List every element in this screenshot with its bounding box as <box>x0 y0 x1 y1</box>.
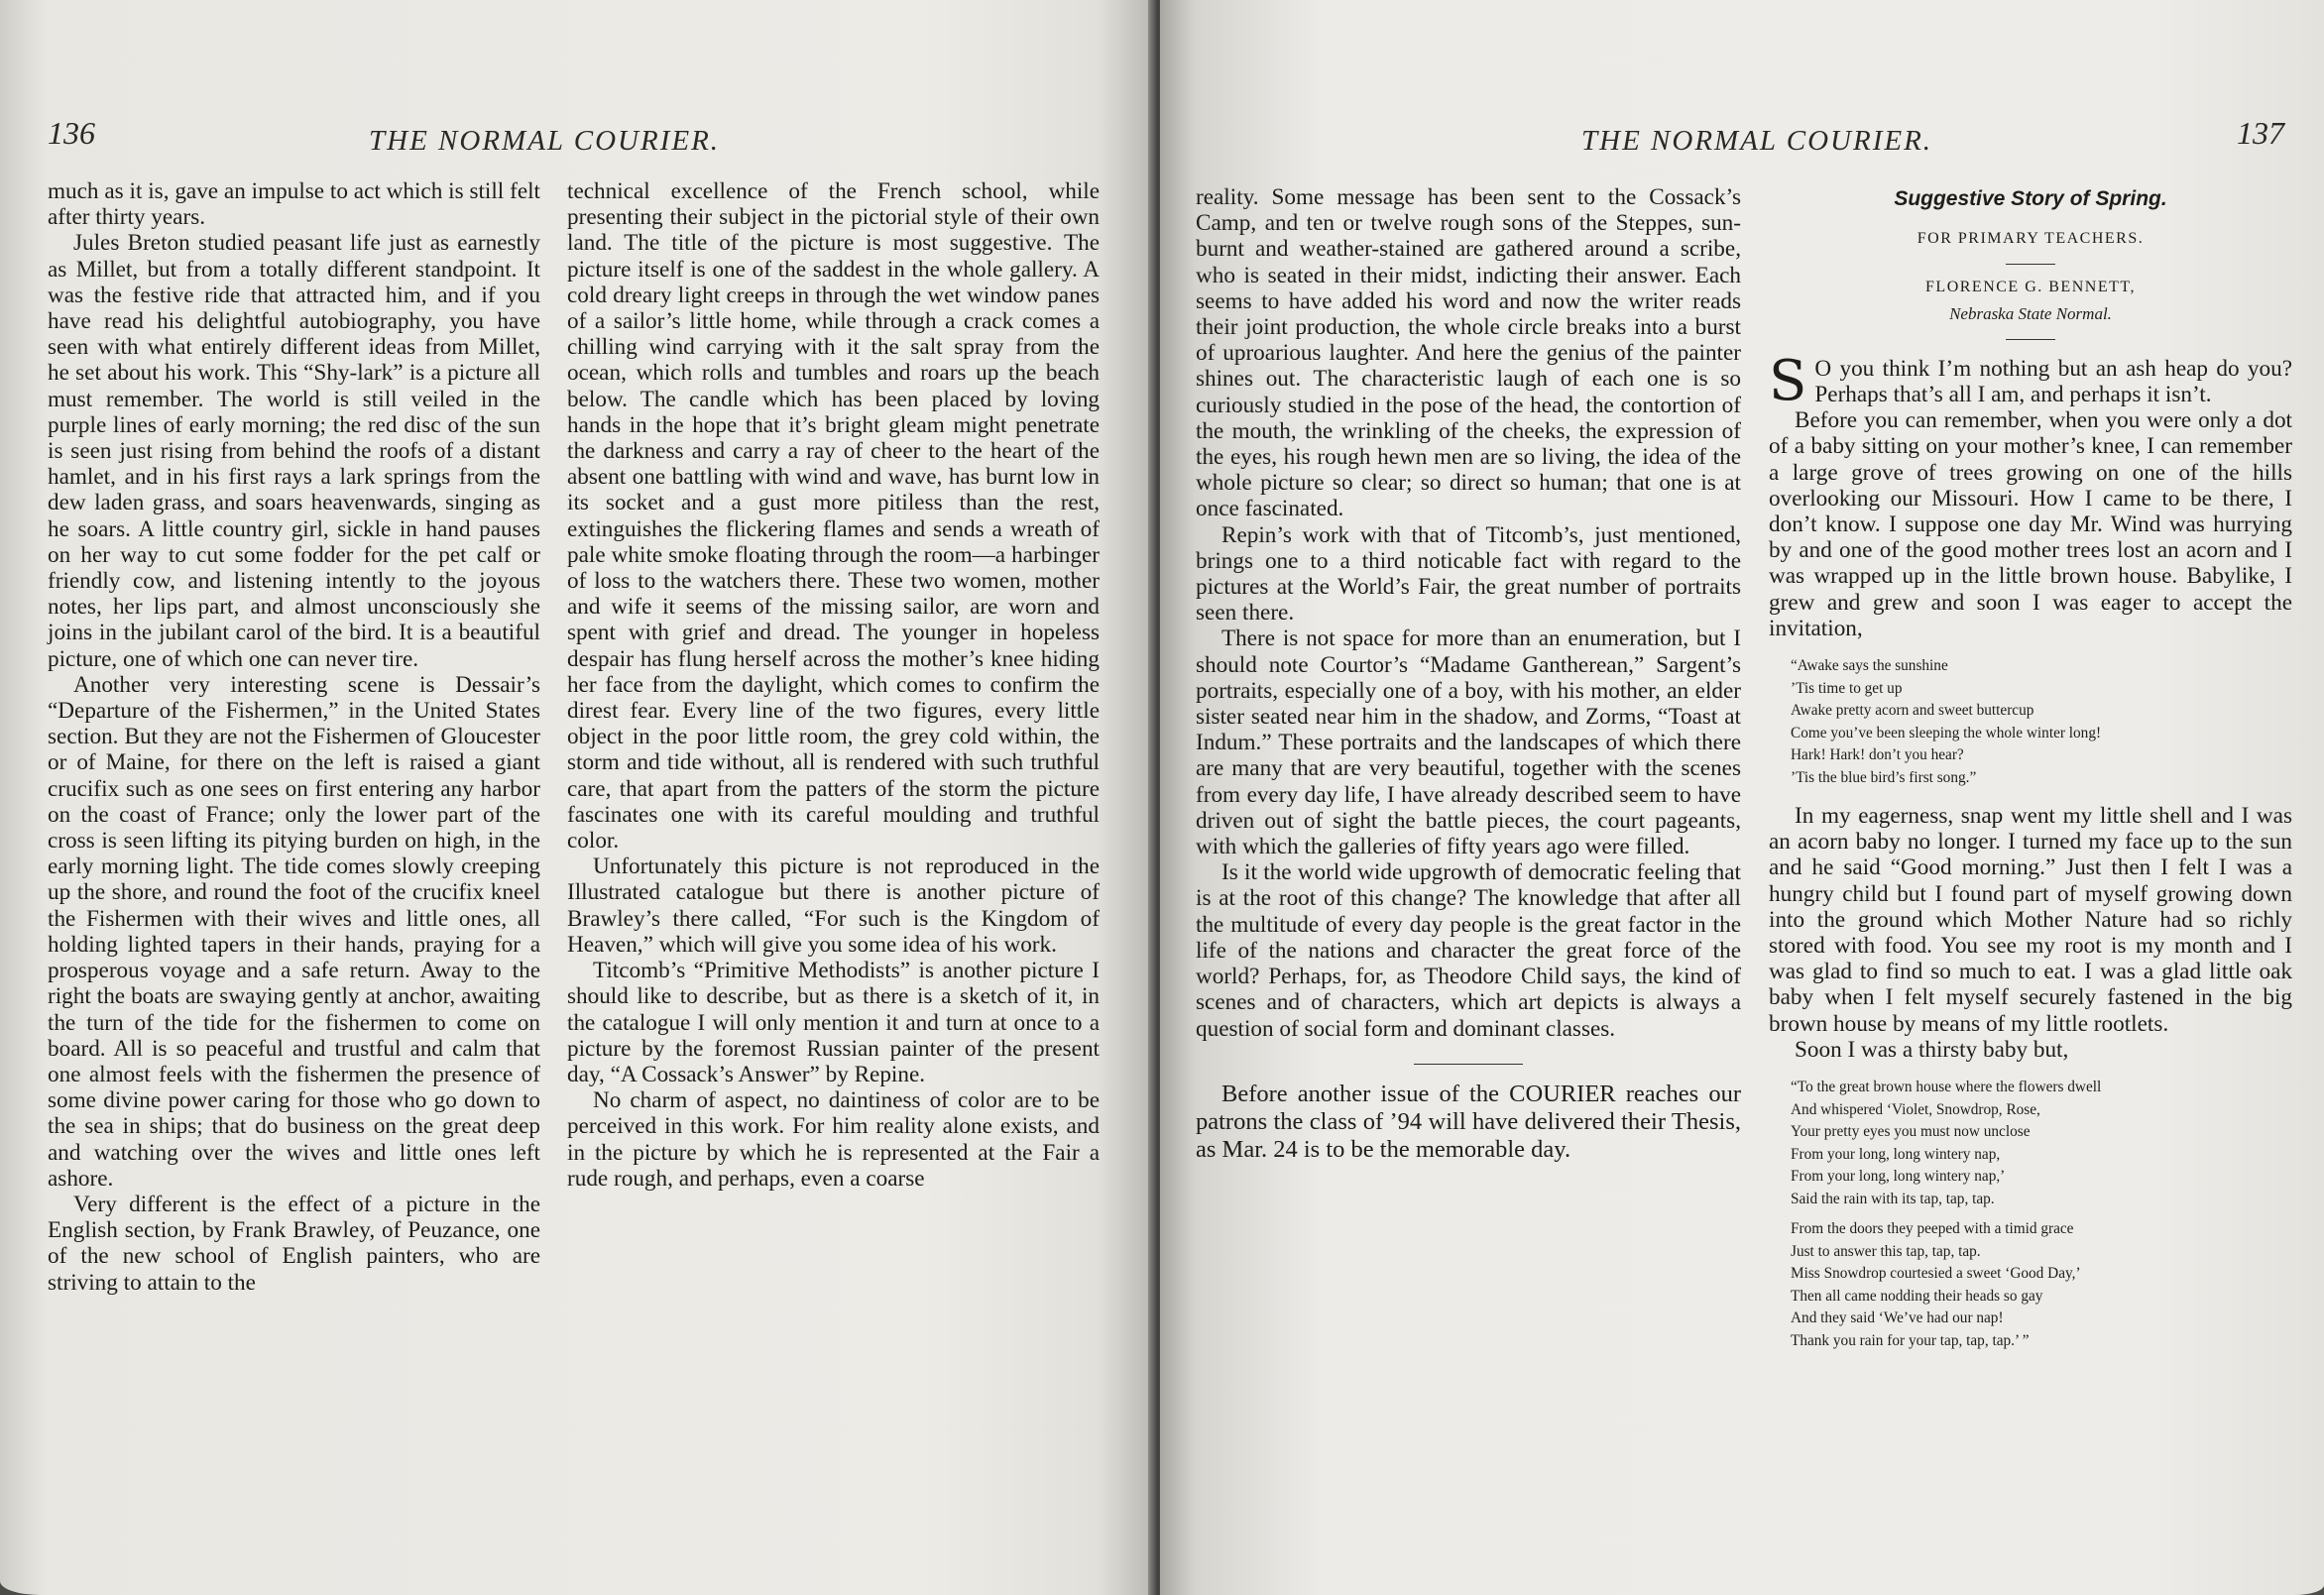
stanza-gap <box>1791 1210 2292 1218</box>
poem-line: Said the rain with its tap, tap, tap. <box>1791 1190 1995 1207</box>
paragraph: Is it the world wide upgrowth of democratic feeling that is at the root of this change? The knowledge that after all the multitude of every day people is the great factor in the life of the nations and character the great force of the world? Perhaps, for, as Theodore Child says, the kind of scenes and of characters, which art depicts is always a question of social form and dominant classes. <box>1196 859 1741 1042</box>
right-page <box>1160 0 2324 1595</box>
poem-line: And they said ‘We’ve had our nap! <box>1791 1310 2004 1327</box>
paragraph: In my eagerness, snap went my little shell and I was an acorn baby no longer. I turned my face up to the sun and he said “Good morning.” Just then I felt I was a hungry child but I found part of myself growing down into the ground which Mother Nature had so richly stored with food. You see my root is my month and I was glad to find so much to eat. I was a glad little oak baby when I felt myself securely fastened in the big brown house by means of my little rootlets. <box>1769 803 2292 1037</box>
running-head: THE NORMAL COURIER. <box>1581 125 1933 157</box>
poem-line: Just to answer this tap, tap, tap. <box>1791 1242 1981 1260</box>
right-column-1 <box>1196 184 1741 1164</box>
paragraph: Another very interesting scene is Dessair’s “Departure of the Fishermen,” in the United States section. But they are not the Fishermen of Gloucester or of Maine, for there on the left is raised a giant crucifix such as one sees on first entering any harbor on the coast of France; only the lower part of the cross is seen lifting its pitying burden on high, in the early morning light. The tide comes slowly creeping up the shore, and round the foot of the crucifix kneel the Fishermen with their wives and little ones, all holding lighted tapers in their hands, praying for a prosperous voyage and a safe return. Away to the right the boats are swaying gently at anchor, awaiting the turn of the tide for the fishermen to come on board. All is so peaceful and trustful and calm that one almost feels with the fishermen the presence of some divine power caring for those who go down to the sea in ships; that do business on the great deep and watching over the wives and little ones left ashore. <box>48 671 540 1192</box>
poem-line: Then all came nodding their heads so gay <box>1791 1287 2043 1305</box>
paragraph <box>1769 348 2292 413</box>
poem-line: Miss Snowdrop courtesied a sweet ‘Good Day,’ <box>1791 1265 2081 1283</box>
paragraph: Soon I was a thirsty baby but, <box>1795 1036 2069 1063</box>
paragraph: technical excellence of the French school, while presenting their subject in the pictorial style of their own land. The title of the picture is most suggestive. The picture itself is one of the saddest in the whole gallery. A cold dreary light creeps in through the wet window panes of a sailor’s little home, while through a crack comes a chilling wind carrying with it the salt spray from the ocean, which rolls and tumbles and roars up the beach below. The candle which has been placed by loving hands in the hope that it’s bright gleam might penetrate the darkness and carry a ray of cheer to the heart of the absent one battling with wind and wave, has burnt low in its socket and a gust more pitiless than the rest, extinguishes the flickering flames and sends a wreath of pale white smoke floating through the room—a harbinger of loss to the watchers there. These two women, mother and wife it seems of the missing sailor, are worn and spent with grief and dread. The younger in hopeless despair has flung herself across the mother’s knee hiding her face from the daylight, which comes to confirm the direst fear. Every line of the two figures, every little object in the poor little room, the grey cold within, the storm and tide without, all is rendered with such truthful care, that apart from the patters of the storm the picture fascinates one with its careful moulding and truthful color. <box>567 178 1100 854</box>
running-head: THE NORMAL COURIER. <box>369 125 721 157</box>
author-name: FLORENCE G. BENNETT, <box>1925 279 2136 296</box>
paragraph: Very different is the effect of a picture in the English section, by Frank Brawley, of Peuzance, one of the new school of English painters, who are striving to attain to the <box>48 1191 540 1296</box>
courier-notice: Before another issue of the COURIER reaches our patrons the class of ’94 will have delivered their Thesis, as Mar. 24 is to be the memorable day. <box>1196 1080 1741 1163</box>
left-column-1 <box>48 178 540 1296</box>
author-affiliation: Nebraska State Normal. <box>1949 303 2112 323</box>
poem-line: ’Tis time to get up <box>1791 679 1903 697</box>
paragraph: No charm of aspect, no daintiness of color are to be perceived in this work. For him reality alone exists, and in the picture by which he is represented at the Fair a rude rough, and perhaps, even a coarse <box>567 1087 1100 1192</box>
paragraph: There is not space for more than an enumeration, but I should note Courtor’s “Madame Gantherean,” Sargent’s portraits, especially one of a boy, with his mother, an elder sister seated near him in the shadow, and Zorms, “Toast at Indum.” These portraits and the landscapes of which there are many that are very beautiful, together with the scenes from every day life, I have already described seem to have driven out of sight the battle pieces, the court pageants, with which the galleries of fifty years ago were filled. <box>1196 626 1741 860</box>
paragraph: reality. Some message has been sent to the Cossack’s Camp, and ten or twelve rough sons of the Steppes, sun-burnt and weather-stained are gathered around a scribe, who is seated in their midst, indicting their answer. Each seems to have added his word and now the writer reads their joint production, the whole circle breaks into a burst of uproarious laughter. And here the genius of the painter shines out. The characteristic laugh of each one is so curiously studied in the pose of the head, the contortion of the mouth, the wrinkling of the cheeks, the expression of the eyes, his rough hewn men are so living, the idea of the whole picture so clear; so direct so human; that one is at once fascinated. <box>1196 184 1741 522</box>
paragraph: Repin’s work with that of Titcomb’s, just mentioned, brings one to a third noticable fact with regard to the pictures at the World’s Fair, the great number of portraits seen there. <box>1196 521 1741 627</box>
poem-line: And whispered ‘Violet, Snowdrop, Rose, <box>1791 1100 2040 1118</box>
poem-line: “Awake says the sunshine <box>1791 657 1948 675</box>
poem-line: “To the great brown house where the flowers dwell <box>1791 1079 2102 1096</box>
article-subtitle: FOR PRIMARY TEACHERS. <box>1917 230 2145 248</box>
paragraph-text: O you think I’m nothing but an ash heap do you? Perhaps that’s all I am, and perhaps it isn’t. <box>1814 355 2292 408</box>
paragraph: Titcomb’s “Primitive Methodists” is another picture I should like to describe, but as there is a sketch of it, in the catalogue I will only mention it and turn at once to a picture by the foremost Russian painter of the present day, “A Cossack’s Answer” by Repine. <box>567 958 1100 1087</box>
poem-verse <box>1791 655 2292 789</box>
page-number: 137 <box>2237 115 2284 151</box>
poem-verse <box>1791 1077 2292 1352</box>
left-column-2 <box>567 178 1100 1192</box>
poem-line: Your pretty eyes you must now unclose <box>1791 1123 2031 1141</box>
page-number: 136 <box>48 115 95 151</box>
right-column-2 <box>1769 186 2292 1366</box>
article-title: Suggestive Story of Spring. <box>1894 187 2167 210</box>
poem-line: From the doors they peeped with a timid grace <box>1791 1220 2074 1238</box>
poem-line: Come you’ve been sleeping the whole winter long! <box>1791 724 2102 741</box>
paragraph: Before you can remember, when you were only a dot of a baby sitting on your mother’s knee, I can remember a large grove of trees growing on one of the hills overlooking our Missouri. How I came to be there, I don’t know. I suppose one day Mr. Wind was hurrying by and one of the good mother trees lost an acorn and I was wrapped up in the little brown house. Babylike, I grew and grew and soon I was eager to accept the invitation, <box>1769 407 2292 641</box>
poem-line: Awake pretty acorn and sweet buttercup <box>1791 702 2034 720</box>
paragraph: Jules Breton studied peasant life just as earnestly as Millet, but from a totally different standpoint. It was the festive ride that attracted him, and if you have read his delightful autobiography, you have seen with what entirely different ideas from Millet, he set about his work. This “Shy-lark” is a picture all must remember. The world is still veiled in the purple lines of early morning; the red disc of the sun is seen just rising from behind the roofs of a distant hamlet, and in his first rays a lark springs from the dew laden grass, and soars heavenwards, singing as he soars. A little country girl, sickle in hand pauses on her way to cut some fodder for the pet calf or friendly cow, and listening intently to the joyous notes, her lips part, and almost unconsciously she joins in the jubilant carol of the bird. It is a beautiful picture, one of which one can never tire. <box>48 230 540 672</box>
title-rule <box>2006 264 2055 265</box>
poem-line: Thank you rain for your tap, tap, tap.’ ” <box>1791 1331 2030 1349</box>
poem-line: From your long, long wintery nap,’ <box>1791 1168 2006 1186</box>
section-divider <box>1414 1064 1523 1065</box>
poem-line: ’Tis the blue bird’s first song.” <box>1791 768 1977 786</box>
poem-line: Hark! Hark! don’t you hear? <box>1791 746 1964 764</box>
title-rule <box>2006 339 2055 340</box>
paragraph: much as it is, gave an impulse to act which is still felt after thirty years. <box>48 178 540 231</box>
left-page <box>0 0 1155 1595</box>
drop-cap: S <box>1769 348 1807 413</box>
poem-line: From your long, long wintery nap, <box>1791 1145 2001 1163</box>
paragraph: Unfortunately this picture is not reproduced in the Illustrated catalogue but there is another picture of Brawley’s there called, “For such is the Kingdom of Heaven,” which will give you some idea of his work. <box>567 854 1100 958</box>
